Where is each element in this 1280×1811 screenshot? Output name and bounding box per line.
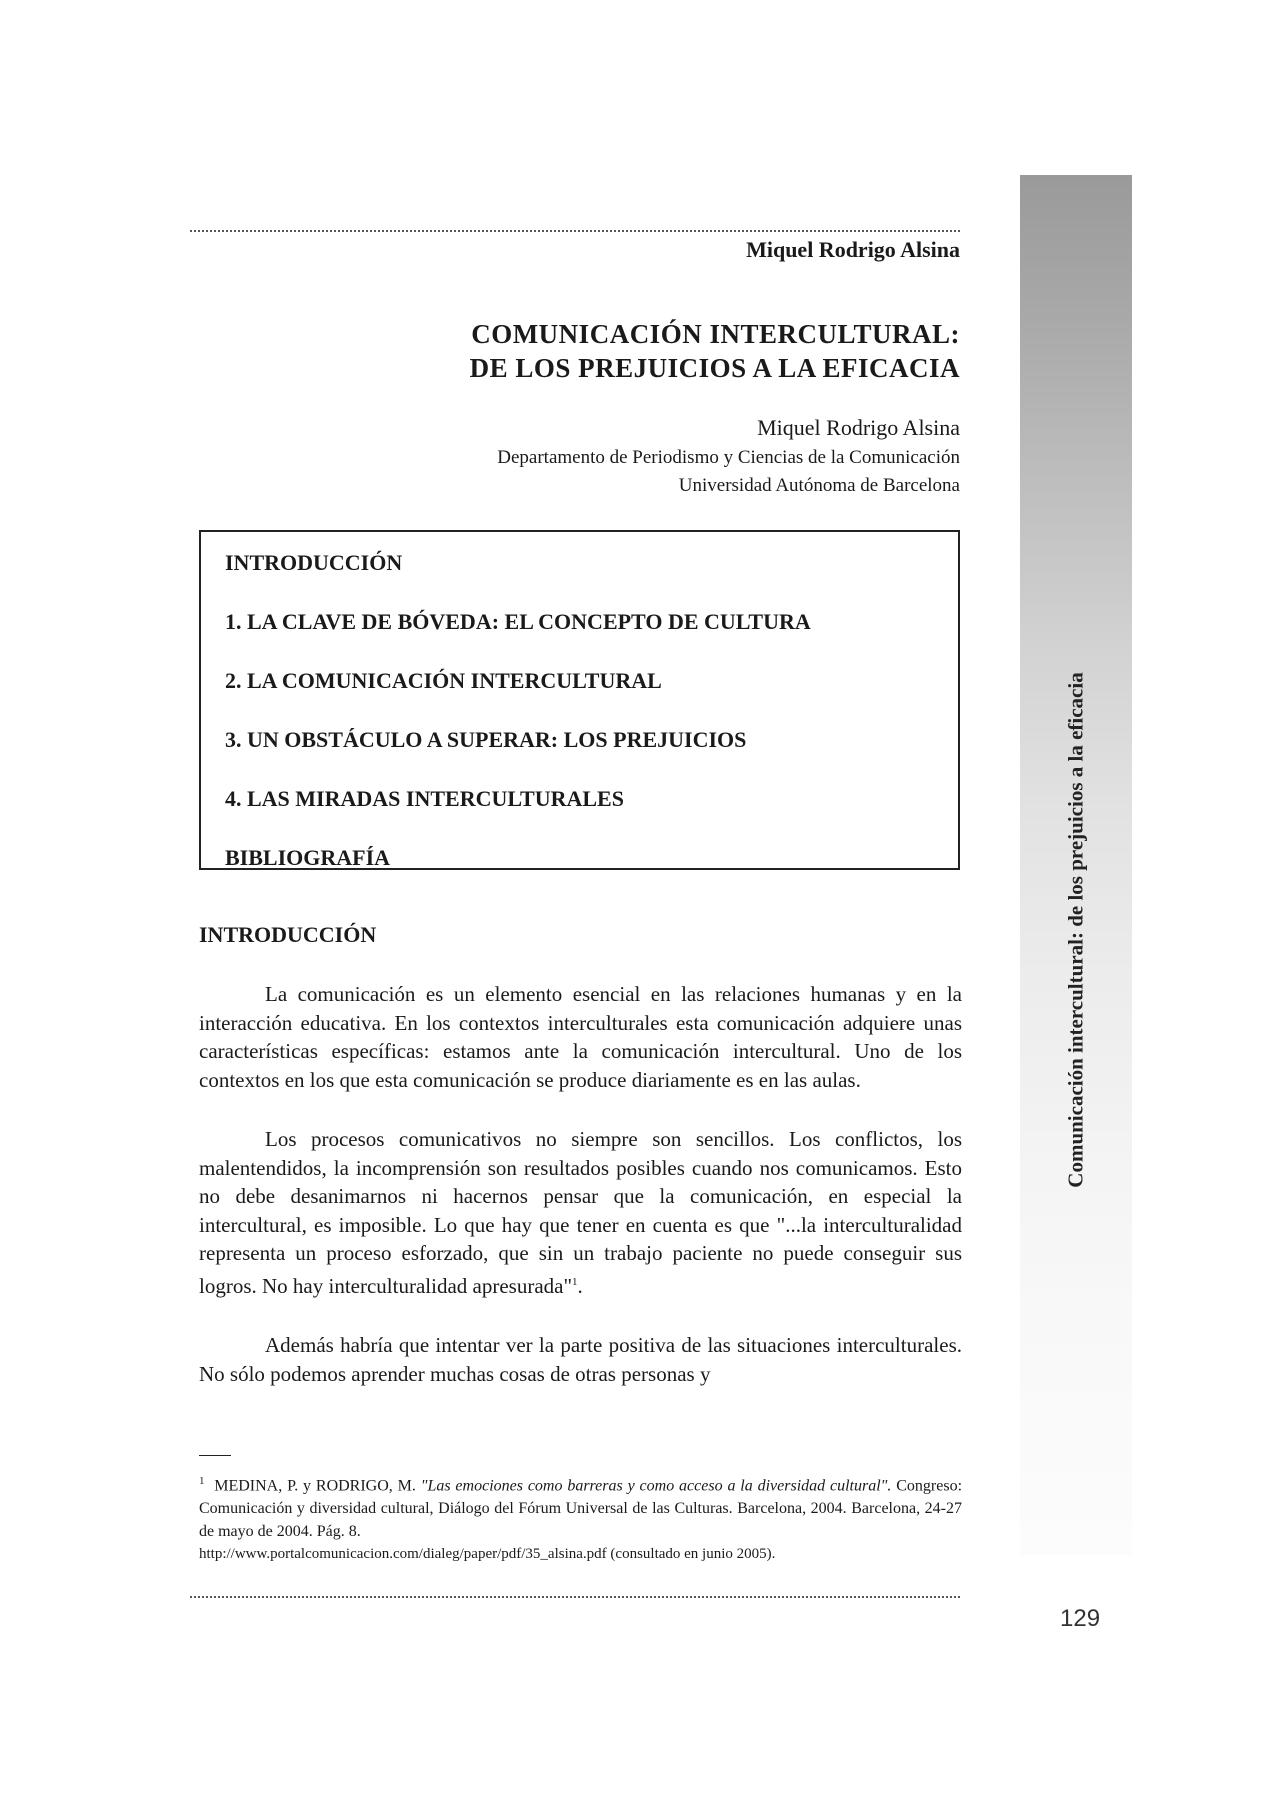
author-university: Universidad Autónoma de Barcelona: [678, 475, 960, 496]
running-head: Miquel Rodrigo Alsina: [746, 237, 960, 262]
toc-item: 1. LA CLAVE DE BÓVEDA: EL CONCEPTO DE CULTURA: [225, 609, 811, 634]
table-of-contents: [199, 530, 960, 870]
top-dotted-rule: [190, 230, 960, 232]
toc-item: 3. UN OBSTÁCULO A SUPERAR: LOS PREJUICIOS: [225, 727, 747, 752]
side-running-title: Comunicación intercultural: de los prejuicios a la eficacia: [1063, 672, 1088, 1188]
footnote-rule: [199, 1455, 231, 1456]
bottom-dotted-rule: [190, 1596, 960, 1598]
footnote-url[interactable]: http://www.portalcomunicacion.com/dialeg/paper/pdf/35_alsina.pdf (consultado en junio 2005).: [199, 1546, 776, 1563]
toc-item: INTRODUCCIÓN: [225, 550, 403, 575]
author-department: Departamento de Periodismo y Ciencias de la Comunicación: [497, 447, 960, 468]
section-heading: INTRODUCCIÓN: [199, 922, 377, 947]
footnotes: [199, 1470, 962, 1566]
footnote-authors: MEDINA, P. y RODRIGO, M.: [214, 1477, 416, 1495]
paragraph: Los procesos comunicativos no siempre son sencillos. Los conflictos, los malentendidos, la incomprensión son resultados posibles cuando nos comunicamos. Esto no debe desanimarnos ni hacernos pensar que la comunicación, en especial la intercultural, es imposible. Lo que hay que tener en cuenta es que "...la interculturalidad representa un proceso esforzado, que sin un trabajo paciente no puede conseguir sus logros. No hay interculturalidad apresurada"$^1$.: [199, 1127, 962, 1298]
footnote-number: 1: [199, 1475, 205, 1487]
footnote: [199, 1470, 962, 1543]
paragraph: La comunicación es un elemento esencial en las relaciones humanas y en la interacción educativa. En los contextos interculturales esta comunicación adquiere unas características específicas: estamos ante la comunicación intercultural. Uno de los contextos en los que esta comunicación se produce diariamente es en las aulas.: [199, 982, 962, 1092]
footnote-details: Congreso: Comunicación y diversidad cultural, Diálogo del Fórum Universal de las Culturas. Barcelona, 2004. Barcelona, 24-27 de mayo de 2004. Pág. 8.: [199, 1477, 963, 1541]
title-line-1: COMUNICACIÓN INTERCULTURAL:: [471, 319, 960, 349]
footnote-title: "Las emociones como barreras y como acceso a la diversidad cultural".: [420, 1477, 892, 1495]
page-number: 129: [1060, 1605, 1101, 1632]
author-block: [497, 412, 960, 500]
footnote-reference[interactable]: 1: [572, 1275, 578, 1288]
author-name: Miquel Rodrigo Alsina: [757, 415, 960, 440]
toc-item: BIBLIOGRAFÍA: [225, 845, 391, 870]
article-title: [470, 317, 960, 385]
toc-item: 4. LAS MIRADAS INTERCULTURALES: [225, 786, 624, 811]
body-text: [199, 980, 962, 1419]
toc-item: 2. LA COMUNICACIÓN INTERCULTURAL: [225, 668, 662, 693]
title-line-2: DE LOS PREJUICIOS A LA EFICACIA: [469, 353, 960, 383]
paragraph: Además habría que intentar ver la parte positiva de las situaciones interculturales. No sólo podemos aprender muchas cosas de otras personas y: [199, 1333, 962, 1386]
